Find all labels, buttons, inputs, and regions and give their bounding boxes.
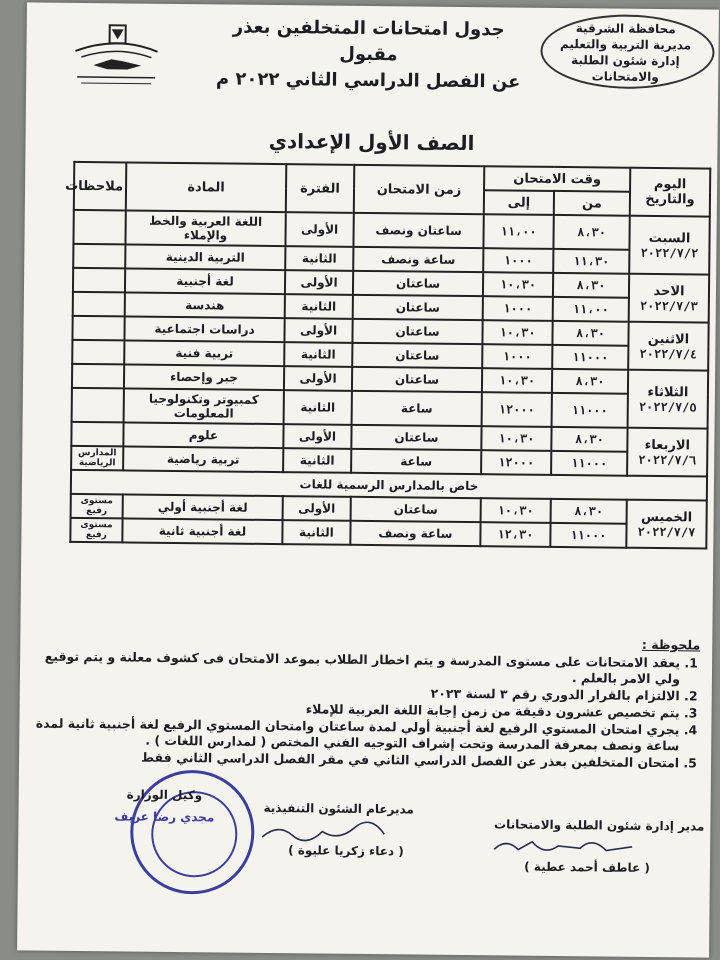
exam-duration: ساعتان: [353, 271, 483, 296]
row-note: [72, 340, 124, 365]
time-from: ٨،٣٠: [552, 321, 628, 346]
note-item-5: 5. امتحان المتخلفين بعذر عن الفصل الدراسي الثاني في مقر الفصل الدراسي الثاني فقط: [29, 748, 679, 771]
exam-duration: ساعة ونصف: [350, 521, 480, 546]
exam-duration: ساعتان: [351, 497, 481, 522]
time-to: ١٠،٣٠: [482, 368, 552, 393]
day-date: ٢٠٢٢/٧/٤: [639, 346, 698, 361]
schedule-table: [65, 161, 711, 550]
subject-name: تربية فنية: [124, 340, 284, 366]
student-affairs-director-name: ( عاطف أحمد عطية ): [524, 859, 651, 875]
time-to: ١١،٠٠: [483, 214, 553, 249]
subject-name: اللغة العربية والخط والإملاء: [125, 210, 285, 246]
row-note: [73, 292, 125, 317]
row-note: مستوى رفيع: [70, 518, 122, 543]
exam-period: الثانية: [284, 390, 352, 425]
director-signature-icon: [488, 833, 638, 861]
subject-name: لغة أجنبية أولي: [123, 494, 283, 520]
row-note: مستوى رفيع: [71, 494, 123, 519]
time-from: ١١،٣٠: [553, 249, 629, 274]
notes-list: [29, 648, 700, 771]
time-to: ١٠٠٠: [482, 344, 552, 369]
row-note: [73, 210, 125, 245]
special-day-cell: [626, 500, 706, 549]
notes-section: [29, 630, 700, 772]
col-duration: زمن الامتحان: [354, 165, 484, 214]
col-exam-time: وقت الامتحان: [484, 166, 630, 192]
subject-name: علوم: [123, 422, 283, 448]
subject-name: لغة أجنبية: [125, 268, 285, 294]
day-0-cell: [629, 216, 710, 275]
exam-period: الثانية: [282, 520, 350, 545]
exam-period: الأولى: [285, 270, 353, 295]
day-1-cell: [629, 274, 709, 323]
exam-duration: ساعتان: [352, 319, 482, 344]
col-day: اليوم والتاريخ: [630, 168, 710, 217]
col-subject: المادة: [126, 162, 286, 212]
notes-heading: ملحوظة :: [641, 636, 701, 653]
exam-duration: ساعة: [351, 449, 481, 474]
subject-name: التربية الدينية: [125, 244, 285, 270]
exam-duration: ساعتان: [351, 425, 481, 450]
undersecretary-name: مجدي رضا عريف: [114, 809, 215, 825]
exam-duration: ساعة ونصف: [353, 247, 483, 272]
day-date: ٢٠٢٢/٧/٧: [637, 524, 696, 539]
title-line-1: جدول امتحانات المتخلفين بعذر مقبول: [232, 16, 505, 66]
row-note: [72, 388, 124, 423]
day-name: الاثنين: [647, 331, 690, 347]
exam-period: الأولى: [284, 366, 352, 391]
row-note: المدارس الرياضية: [71, 446, 123, 471]
time-to: ١٢،٣٠: [480, 522, 550, 547]
time-from: ١١٠٠٠: [552, 393, 628, 428]
exam-period: الثانية: [284, 342, 352, 367]
header-row: [74, 162, 710, 193]
stamp-inner-ring: [151, 791, 238, 878]
exam-period: الثانية: [283, 448, 351, 473]
exam-duration: ساعتان: [353, 295, 483, 320]
note-item-4: 4. يجري امتحان المستوي الرفيع لغة أجنبية أولي لمدة ساعتان وامتحان المستوي الرفيع لغة أجنبية ثانية لمدة ساعة ونصف بمعرفة المدرسة وتحت إشراف التوجيه الفني المختص ( لمدارس اللغات ) .: [29, 715, 679, 754]
day-3-cell: [628, 370, 709, 429]
subject-name: هندسة: [125, 292, 285, 318]
exam-duration: ساعتان: [352, 367, 482, 392]
time-to: ١٠،٣٠: [482, 320, 552, 345]
title-line-2: عن الفصل الدراسي الثاني ٢٠٢٢ م: [215, 68, 521, 93]
day-name: الاربعاء: [644, 437, 691, 453]
note-item-1: 1. يعقد الامتحانات على مستوى المدرسة و يتم اخطار الطلاب بموعد الامتحان فى كشوف معلنة و يتم توقيع ولي الامر بالعلم .: [30, 648, 680, 687]
time-from: ٨،٣٠: [551, 499, 627, 524]
subject-name: كمبيوتر وتكنولوجيا المعلومات: [124, 388, 284, 424]
subject-name: دراسات اجتماعية: [124, 316, 284, 342]
day-date: ٢٠٢٢/٧/٦: [638, 452, 697, 467]
exam-period: الأولى: [283, 424, 351, 449]
time-from: ١١٠٠٠: [552, 345, 628, 370]
col-from: من: [554, 191, 630, 216]
student-affairs-director-title: مدير إدارة شئون الطلبة والامتحانات: [493, 817, 705, 834]
time-to: ١٠،٣٠: [481, 426, 551, 451]
exam-duration: ساعتان: [352, 343, 482, 368]
row-note: [72, 316, 124, 341]
note-item-3: 3. يتم تخصيص عشرون دقيقة من زمن إجابة اللغة العربية للإملاء: [30, 698, 680, 721]
subject-name: لغة أجنبية ثانية: [122, 518, 282, 544]
schedule-body: [70, 210, 709, 549]
exam-duration: ساعتان ونصف: [353, 213, 483, 248]
time-from: ٨،٣٠: [551, 427, 627, 452]
time-from: ٨،٣٠: [552, 369, 628, 394]
subject-name: تربية رياضية: [123, 446, 283, 472]
special-section-label: خاص بالمدارس الرسمية للغات: [71, 470, 707, 501]
exam-period: الثانية: [285, 294, 353, 319]
day-name: الثلاثاء: [647, 384, 689, 400]
time-from: ١١،٠٠: [553, 297, 629, 322]
executive-signature-icon: [258, 817, 388, 848]
day-name: السبت: [648, 230, 691, 246]
col-period: الفترة: [286, 164, 354, 213]
row-note: [73, 244, 125, 269]
row-note: [71, 422, 123, 447]
department-name: إدارة شئون الطلبة والامتحانات: [571, 53, 680, 85]
day-4-cell: [627, 428, 707, 477]
time-from: ٨،٣٠: [553, 215, 629, 250]
exam-duration: ساعة: [352, 391, 482, 426]
day-name: الاحد: [653, 283, 685, 299]
col-notes: ملاحظات: [74, 162, 126, 211]
time-from: ١١٠٠٠: [550, 523, 626, 548]
time-to: ١٢٠٠٠: [482, 392, 552, 427]
executive-director-title: مديرعام الشئون التنفيذية: [263, 800, 414, 817]
row-note: [73, 268, 125, 293]
undersecretary-title: وكيل الوزارة: [126, 787, 203, 803]
exam-schedule-document: [17, 2, 719, 957]
grade-title: الصف الأول الإعدادي: [268, 128, 475, 156]
subject-name: جبر وإحصاء: [124, 364, 284, 390]
directorate-header: [540, 14, 711, 94]
time-to: ١٠،٣٠: [481, 498, 551, 523]
document-title: [208, 14, 529, 95]
executive-director-name: ( دعاء زكريا عليوة ): [288, 843, 404, 859]
exam-period: الأولى: [285, 212, 353, 247]
exam-period: الثانية: [285, 246, 353, 271]
day-name: الخميس: [640, 509, 693, 525]
time-from: ٨،٣٠: [553, 273, 629, 298]
governorate-name: محافظة الشرقية: [575, 21, 676, 37]
col-to: إلى: [484, 190, 554, 215]
day-date: ٢٠٢٢/٧/٢: [640, 245, 699, 260]
row-note: [72, 364, 124, 389]
time-from: ١١٠٠٠: [551, 451, 627, 476]
day-date: ٢٠٢٢/٧/٣: [639, 298, 698, 313]
note-item-2: 2. الالتزام بالقرار الدوري رقم ٣ لسنة ٢٠٢٣: [30, 681, 680, 704]
exam-period: الأولى: [284, 318, 352, 343]
day-date: ٢٠٢٢/٧/٥: [638, 399, 697, 414]
ministry-logo-icon: [71, 21, 162, 92]
time-to: ١٢٠٠٠: [481, 450, 551, 475]
day-2-cell: [628, 322, 708, 371]
time-to: ١٠،٣٠: [483, 272, 553, 297]
exam-period: الأولى: [283, 496, 351, 521]
directorate-name: مديرية التربية والتعليم: [559, 36, 692, 53]
time-to: ١٠٠٠: [483, 248, 553, 273]
time-to: ١٠٠٠: [483, 296, 553, 321]
